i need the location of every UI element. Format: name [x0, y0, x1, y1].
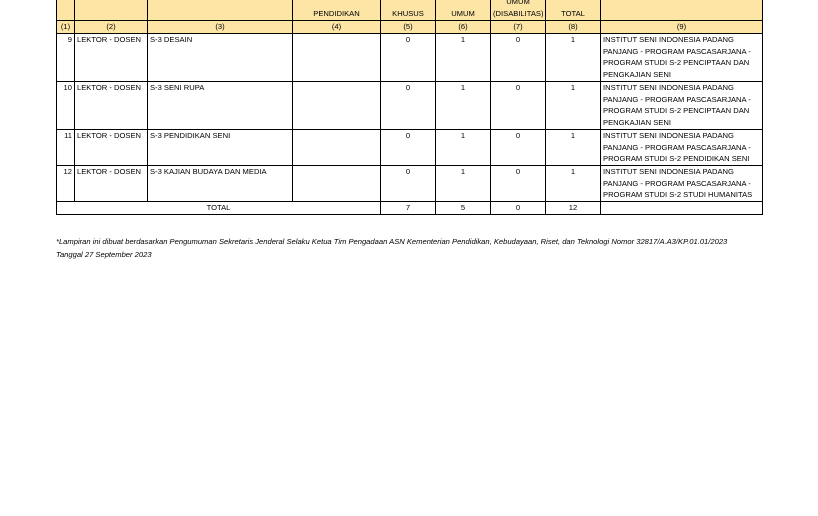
pendidikan-cell [293, 82, 381, 130]
column-number: (5) [381, 21, 436, 34]
footnote: *Lampiran ini dibuat berdasarkan Pengumuman Sekretaris Jenderal Selaku Ketua Tim Pengadaan ASN Kementerian Pendidikan, Kebudayaan, Riset, dan Teknologi Nomor 32817/A.A3/KP.01.01/2023 Tanggal 27 September 2023 [56, 237, 728, 259]
pendidikan-cell [293, 34, 381, 82]
umum-cell: 1 [436, 82, 491, 130]
total-khusus: 7 [381, 202, 436, 215]
unit-cell: INSTITUT SENI INDONESIA PADANG PANJANG - PROGRAM PASCASARJANA - PROGRAM STUDI S-2 STUDI HUMANITAS [601, 166, 763, 202]
total-umum: 5 [436, 202, 491, 215]
table-row [57, 166, 763, 202]
pendidikan-cell [293, 130, 381, 166]
unit-cell: INSTITUT SENI INDONESIA PADANG PANJANG - PROGRAM PASCASARJANA - PROGRAM STUDI S-2 PENCIPTAAN DAN PENGKAJIAN SENI [601, 34, 763, 82]
header-cell [148, 0, 293, 21]
formation-table [56, 0, 763, 215]
kualifikasi-cell: S-3 KAJIAN BUDAYA DAN MEDIA [148, 166, 293, 202]
column-number: (1) [57, 21, 75, 34]
header-cell: KHUSUS [381, 0, 436, 21]
row-number: 11 [57, 130, 75, 166]
header-cell [57, 0, 75, 21]
disabilitas-cell: 0 [491, 130, 546, 166]
disabilitas-cell: 0 [491, 82, 546, 130]
row-number: 10 [57, 82, 75, 130]
header-cell: PENDIDIKAN [293, 0, 381, 21]
umum-cell: 1 [436, 130, 491, 166]
total-empty [601, 202, 763, 215]
row-number: 12 [57, 166, 75, 202]
unit-cell: INSTITUT SENI INDONESIA PADANG PANJANG - PROGRAM PASCASARJANA - PROGRAM STUDI S-2 PENCIPTAAN DAN PENGKAJIAN SENI [601, 82, 763, 130]
header-cell [75, 0, 148, 21]
table-row [57, 82, 763, 130]
jabatan-cell: LEKTOR - DOSEN [75, 82, 148, 130]
unit-cell: INSTITUT SENI INDONESIA PADANG PANJANG - PROGRAM PASCASARJANA - PROGRAM STUDI S-2 PENDIDIKAN SENI [601, 130, 763, 166]
total-total: 12 [546, 202, 601, 215]
row-number: 9 [57, 34, 75, 82]
column-number: (2) [75, 21, 148, 34]
jabatan-cell: LEKTOR - DOSEN [75, 34, 148, 82]
disabilitas-cell: 0 [491, 34, 546, 82]
column-number: (9) [601, 21, 763, 34]
table-row [57, 130, 763, 166]
khusus-cell: 0 [381, 130, 436, 166]
table-row [57, 34, 763, 82]
total-disabilitas: 0 [491, 202, 546, 215]
column-number: (6) [436, 21, 491, 34]
kualifikasi-cell: S-3 DESAIN [148, 34, 293, 82]
total-row [57, 202, 763, 215]
pendidikan-cell [293, 166, 381, 202]
disabilitas-cell: 0 [491, 166, 546, 202]
total-cell: 1 [546, 34, 601, 82]
column-number-row [57, 21, 763, 34]
jabatan-cell: LEKTOR - DOSEN [75, 130, 148, 166]
header-cell [601, 0, 763, 21]
column-number: (3) [148, 21, 293, 34]
header-cell: UMUM (DISABILITAS) [491, 0, 546, 21]
total-cell: 1 [546, 130, 601, 166]
header-cell: TOTAL [546, 0, 601, 21]
column-number: (8) [546, 21, 601, 34]
khusus-cell: 0 [381, 166, 436, 202]
jabatan-cell: LEKTOR - DOSEN [75, 166, 148, 202]
kualifikasi-cell: S-3 SENI RUPA [148, 82, 293, 130]
header-cell: UMUM [436, 0, 491, 21]
column-number: (4) [293, 21, 381, 34]
kualifikasi-cell: S-3 PENDIDIKAN SENI [148, 130, 293, 166]
column-number: (7) [491, 21, 546, 34]
umum-cell: 1 [436, 166, 491, 202]
umum-cell: 1 [436, 34, 491, 82]
khusus-cell: 0 [381, 34, 436, 82]
total-cell: 1 [546, 166, 601, 202]
total-cell: 1 [546, 82, 601, 130]
khusus-cell: 0 [381, 82, 436, 130]
header-row [57, 0, 763, 21]
total-label: TOTAL [57, 202, 381, 215]
